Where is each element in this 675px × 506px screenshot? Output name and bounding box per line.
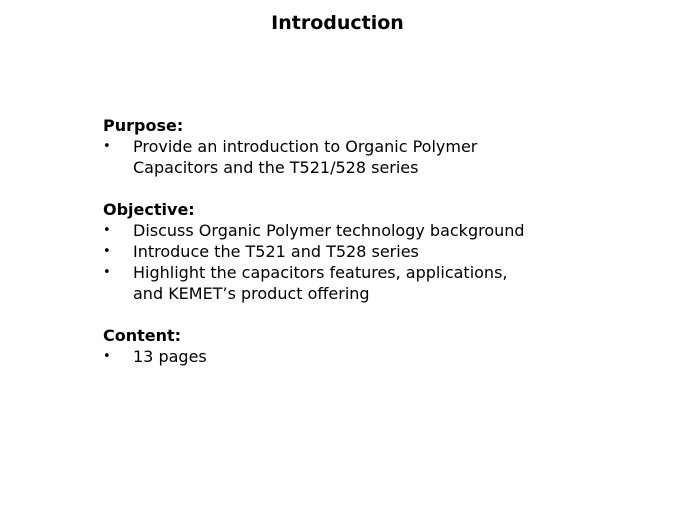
- bullet-icon: •: [103, 244, 111, 259]
- bullet-text-line: and KEMET’s product offering: [133, 284, 370, 303]
- purpose-section: [103, 115, 583, 178]
- bullet-text-line: 13 pages: [133, 347, 207, 366]
- bullet-text-line: Capacitors and the T521/528 series: [133, 158, 419, 177]
- section-heading: Content:: [103, 326, 182, 345]
- bullet-list: [103, 346, 583, 367]
- section-heading: Purpose:: [103, 116, 184, 135]
- bullet-text-line: Highlight the capacitors features, applications,: [133, 263, 508, 282]
- slide-content: [103, 115, 583, 388]
- objective-section: [103, 199, 583, 304]
- bullet-icon: •: [103, 139, 111, 154]
- slide-title: Introduction: [271, 12, 404, 34]
- bullet-text-line: Provide an introduction to Organic Polymer: [133, 137, 478, 156]
- list-item: [103, 346, 583, 367]
- list-item: [103, 262, 583, 304]
- bullet-list: [103, 136, 583, 178]
- list-item: [103, 136, 583, 178]
- section-heading: Objective:: [103, 200, 195, 219]
- list-item: [103, 241, 583, 262]
- bullet-text-line: Discuss Organic Polymer technology background: [133, 221, 525, 240]
- bullet-icon: •: [103, 265, 111, 280]
- bullet-icon: •: [103, 223, 111, 238]
- bullet-icon: •: [103, 349, 111, 364]
- bullet-text-line: Introduce the T521 and T528 series: [133, 242, 419, 261]
- content-section: [103, 325, 583, 367]
- bullet-list: [103, 220, 583, 304]
- list-item: [103, 220, 583, 241]
